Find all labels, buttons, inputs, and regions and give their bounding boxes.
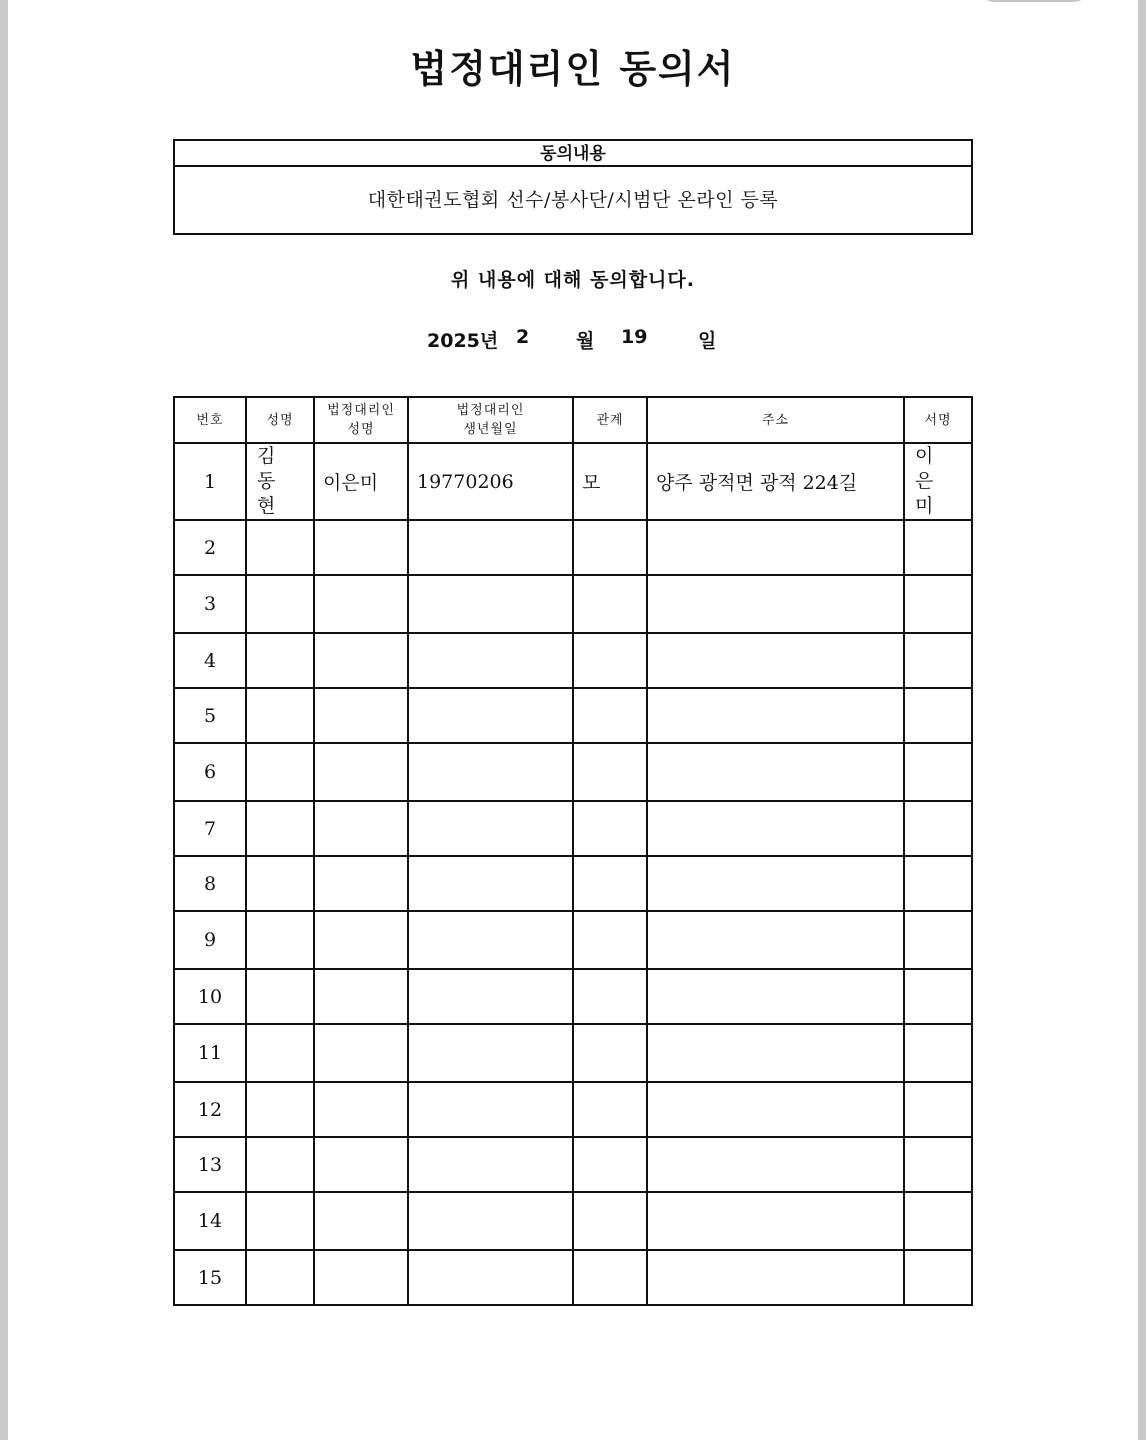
- cell-address: [647, 575, 904, 633]
- cell-guardian-name: [314, 1082, 408, 1137]
- cell-guardian-name: 이은미: [314, 443, 408, 520]
- cell-name: [246, 1024, 314, 1082]
- date-month-label: 월: [576, 330, 595, 352]
- cell-guardian-birth: [408, 856, 573, 911]
- cell-address: [647, 911, 904, 969]
- cell-name: [246, 575, 314, 633]
- viewer-corner-tab[interactable]: [980, 0, 1088, 2]
- cell-relation: [573, 1082, 647, 1137]
- header-guardian-birth-line1: 법정대리인: [456, 403, 525, 418]
- cell-guardian-name: [314, 520, 408, 575]
- table-row: [174, 1082, 972, 1137]
- cell-guardian-birth: [408, 1082, 573, 1137]
- cell-guardian-name: [314, 1024, 408, 1082]
- cell-guardian-name: [314, 633, 408, 688]
- cell-guardian-name: [314, 856, 408, 911]
- cell-signature: 이은미: [904, 443, 972, 520]
- cell-address: [647, 1024, 904, 1082]
- cell-guardian-name: [314, 969, 408, 1024]
- date-year: 2025년: [427, 330, 499, 352]
- table-row: [174, 1192, 972, 1250]
- header-guardian-name-line1: 법정대리인: [327, 403, 395, 418]
- cell-signature: [904, 1024, 972, 1082]
- cell-address: [647, 520, 904, 575]
- cell-name: [246, 969, 314, 1024]
- cell-no: 10: [174, 969, 246, 1024]
- cell-signature: [904, 801, 972, 856]
- cell-no: 4: [174, 633, 246, 688]
- cell-address: [647, 1137, 904, 1192]
- cell-no: 2: [174, 520, 246, 575]
- cell-relation: [573, 1137, 647, 1192]
- cell-name: [246, 1137, 314, 1192]
- cell-guardian-birth: [408, 801, 573, 856]
- cell-signature: [904, 969, 972, 1024]
- table-row: [174, 633, 972, 688]
- cell-name: [246, 911, 314, 969]
- cell-relation: 모: [573, 443, 647, 520]
- cell-guardian-birth: [408, 1250, 573, 1305]
- cell-guardian-birth: [408, 688, 573, 743]
- cell-address: [647, 688, 904, 743]
- cell-relation: [573, 520, 647, 575]
- cell-no: 13: [174, 1137, 246, 1192]
- cell-name: [246, 743, 314, 801]
- registration-table: [173, 396, 973, 1306]
- cell-address: 양주 광적면 광적 224길: [647, 443, 904, 520]
- cell-guardian-name: [314, 575, 408, 633]
- table-row: [174, 856, 972, 911]
- cell-name: [246, 1250, 314, 1305]
- cell-no: 9: [174, 911, 246, 969]
- cell-signature: [904, 575, 972, 633]
- cell-guardian-birth: [408, 520, 573, 575]
- cell-no: 14: [174, 1192, 246, 1250]
- cell-guardian-birth: [408, 1192, 573, 1250]
- cell-guardian-name: [314, 911, 408, 969]
- cell-name: [246, 801, 314, 856]
- cell-signature: [904, 743, 972, 801]
- cell-signature: [904, 856, 972, 911]
- cell-no: 12: [174, 1082, 246, 1137]
- cell-no: 5: [174, 688, 246, 743]
- table-row: [174, 1250, 972, 1305]
- table-row: [174, 743, 972, 801]
- cell-address: [647, 743, 904, 801]
- cell-address: [647, 1250, 904, 1305]
- cell-guardian-birth: [408, 911, 573, 969]
- cell-signature: [904, 1137, 972, 1192]
- cell-address: [647, 633, 904, 688]
- header-signature: 서명: [904, 397, 972, 443]
- cell-name: [246, 520, 314, 575]
- agree-statement: 위 내용에 대해 동의합니다.: [451, 269, 695, 291]
- cell-guardian-name: [314, 743, 408, 801]
- header-guardian-birth-line2: 생년월일: [463, 422, 518, 437]
- consent-content: 대한태권도협회 선수/봉사단/시범단 온라인 등록: [367, 189, 779, 211]
- cell-guardian-name: [314, 688, 408, 743]
- cell-relation: [573, 1250, 647, 1305]
- cell-relation: [573, 1192, 647, 1250]
- table-row: [174, 911, 972, 969]
- cell-guardian-birth: [408, 633, 573, 688]
- cell-no: 3: [174, 575, 246, 633]
- cell-address: [647, 969, 904, 1024]
- cell-guardian-name: [314, 1192, 408, 1250]
- table-row: [174, 520, 972, 575]
- header-name: 성명: [246, 397, 314, 443]
- cell-relation: [573, 856, 647, 911]
- cell-relation: [573, 743, 647, 801]
- cell-name: [246, 1082, 314, 1137]
- cell-signature: [904, 911, 972, 969]
- viewer-left-margin: [0, 0, 8, 1440]
- cell-signature: [904, 688, 972, 743]
- table-row: [174, 443, 972, 520]
- cell-relation: [573, 801, 647, 856]
- cell-name: [246, 633, 314, 688]
- cell-address: [647, 801, 904, 856]
- consent-box: [173, 139, 973, 235]
- cell-signature: [904, 1192, 972, 1250]
- cell-relation: [573, 688, 647, 743]
- header-relation: 관계: [573, 397, 647, 443]
- cell-guardian-name: [314, 1250, 408, 1305]
- header-address: 주소: [647, 397, 904, 443]
- header-guardian-name: [314, 397, 408, 443]
- cell-address: [647, 1082, 904, 1137]
- viewer-right-margin: [1138, 0, 1146, 1440]
- cell-signature: [904, 1250, 972, 1305]
- cell-guardian-birth: [408, 1137, 573, 1192]
- cell-relation: [573, 911, 647, 969]
- cell-guardian-name: [314, 1137, 408, 1192]
- cell-address: [647, 1192, 904, 1250]
- cell-relation: [573, 1024, 647, 1082]
- cell-guardian-birth: [408, 575, 573, 633]
- cell-no: 7: [174, 801, 246, 856]
- cell-no: 1: [174, 443, 246, 520]
- cell-signature: [904, 633, 972, 688]
- cell-signature: [904, 1082, 972, 1137]
- cell-relation: [573, 633, 647, 688]
- consent-header: 동의내용: [175, 141, 971, 167]
- cell-name: 김동현: [246, 443, 314, 520]
- cell-no: 6: [174, 743, 246, 801]
- cell-no: 8: [174, 856, 246, 911]
- cell-no: 15: [174, 1250, 246, 1305]
- document-title: 법정대리인 동의서: [410, 47, 736, 91]
- date-day: 19: [621, 326, 648, 348]
- cell-guardian-name: [314, 801, 408, 856]
- cell-guardian-birth: 19770206: [408, 443, 573, 520]
- cell-name: [246, 856, 314, 911]
- table-header-row: [174, 397, 972, 443]
- cell-signature: [904, 520, 972, 575]
- cell-relation: [573, 575, 647, 633]
- date-day-label: 일: [698, 330, 717, 352]
- cell-guardian-birth: [408, 743, 573, 801]
- table-row: [174, 1137, 972, 1192]
- cell-guardian-birth: [408, 1024, 573, 1082]
- date-month: 2: [516, 326, 530, 348]
- table-row: [174, 969, 972, 1024]
- cell-no: 11: [174, 1024, 246, 1082]
- table-body: [174, 443, 972, 1305]
- cell-address: [647, 856, 904, 911]
- table-row: [174, 801, 972, 856]
- cell-name: [246, 688, 314, 743]
- cell-relation: [573, 969, 647, 1024]
- table-row: [174, 575, 972, 633]
- cell-name: [246, 1192, 314, 1250]
- table-row: [174, 1024, 972, 1082]
- header-guardian-name-line2: 성명: [347, 422, 375, 437]
- cell-guardian-birth: [408, 969, 573, 1024]
- table-row: [174, 688, 972, 743]
- header-no: 번호: [174, 397, 246, 443]
- header-guardian-birth: [408, 397, 573, 443]
